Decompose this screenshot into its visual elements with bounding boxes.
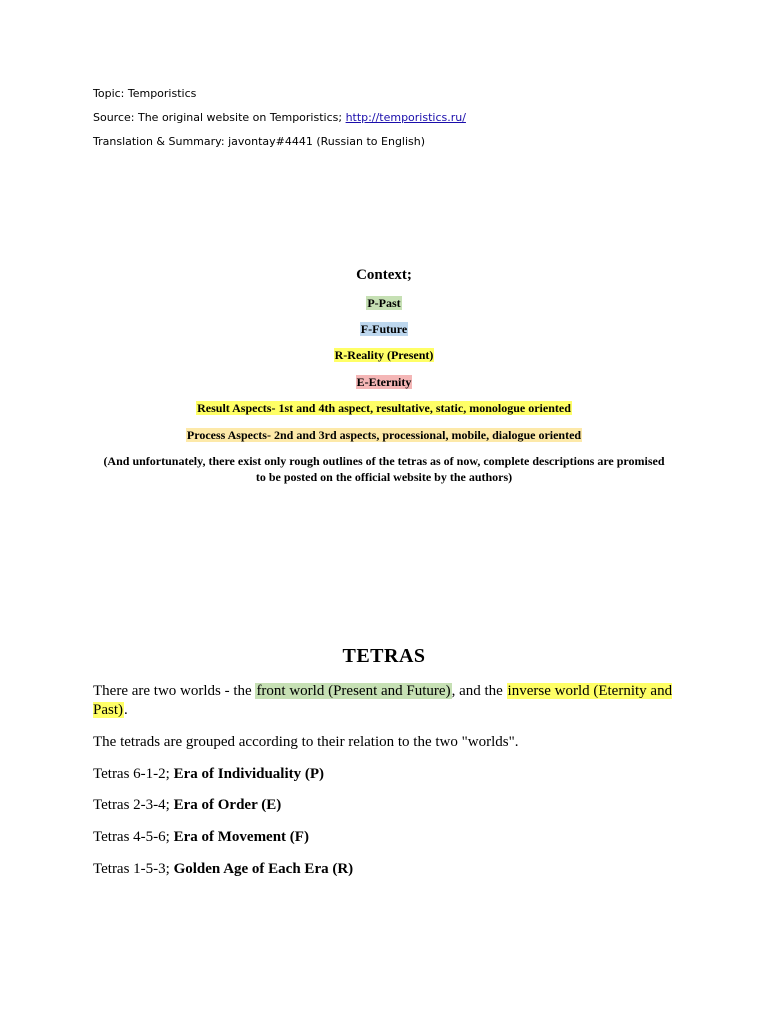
tetras-list-item <box>93 828 678 847</box>
tetras-prefix: Tetras 4-5-6; <box>93 829 174 845</box>
tetras-era: Golden Age of Each Era (R) <box>173 861 354 877</box>
translation-line: Translation & Summary: javontay#4441 (Russian to English) <box>93 135 426 148</box>
context-item-label: F-Future <box>360 322 408 336</box>
source-prefix: Source: The original website on Temporistics; <box>93 111 346 124</box>
context-item-label: Process Aspects- 2nd and 3rd aspects, processional, mobile, dialogue oriented <box>186 428 582 442</box>
front-world-highlight: front world (Present and Future) <box>256 683 451 699</box>
context-item-result-aspects <box>0 401 768 416</box>
tetras-list-item <box>93 860 678 879</box>
context-item-process-aspects <box>0 428 768 443</box>
context-item-label: Result Aspects- 1st and 4th aspect, resultative, static, monologue oriented <box>197 401 571 415</box>
worlds-text-c: . <box>124 702 128 718</box>
topic-line: Topic: Temporistics <box>93 87 197 100</box>
tetras-prefix: Tetras 2-3-4; <box>93 797 174 813</box>
context-item-reality <box>0 348 768 363</box>
tetras-list-item <box>93 796 678 815</box>
context-item-eternity <box>0 375 768 390</box>
tetras-era: Era of Movement (F) <box>173 829 309 845</box>
tetras-era: Era of Order (E) <box>173 797 282 813</box>
source-line <box>93 111 466 125</box>
context-title: Context; <box>356 267 412 283</box>
source-link[interactable]: http://temporistics.ru/ <box>345 111 466 124</box>
worlds-text-b: , and the <box>451 683 507 699</box>
tetras-prefix: Tetras 6-1-2; <box>93 766 174 782</box>
tetras-prefix: Tetras 1-5-3; <box>93 861 174 877</box>
context-item-label: P-Past <box>367 296 401 310</box>
tetras-era: Era of Individuality (P) <box>173 766 325 782</box>
context-item-future <box>0 322 768 337</box>
inverse-world-highlight: inverse world (Eternity and Past) <box>93 683 673 718</box>
worlds-text-a: There are two worlds - the <box>93 683 256 699</box>
context-item-label: R-Reality (Present) <box>334 348 434 362</box>
worlds-paragraph <box>93 682 678 720</box>
context-note: (And unfortunately, there exist only rough outlines of the tetras as of now, complete descriptions are promised to be posted on the official website by the authors) <box>103 454 665 484</box>
tetras-heading: TETRAS <box>342 645 426 667</box>
grouping-paragraph: The tetrads are grouped according to their relation to the two "worlds". <box>93 734 519 750</box>
context-item-label: E-Eternity <box>356 375 412 389</box>
context-item-past <box>0 296 768 311</box>
tetras-list-item <box>93 765 678 784</box>
